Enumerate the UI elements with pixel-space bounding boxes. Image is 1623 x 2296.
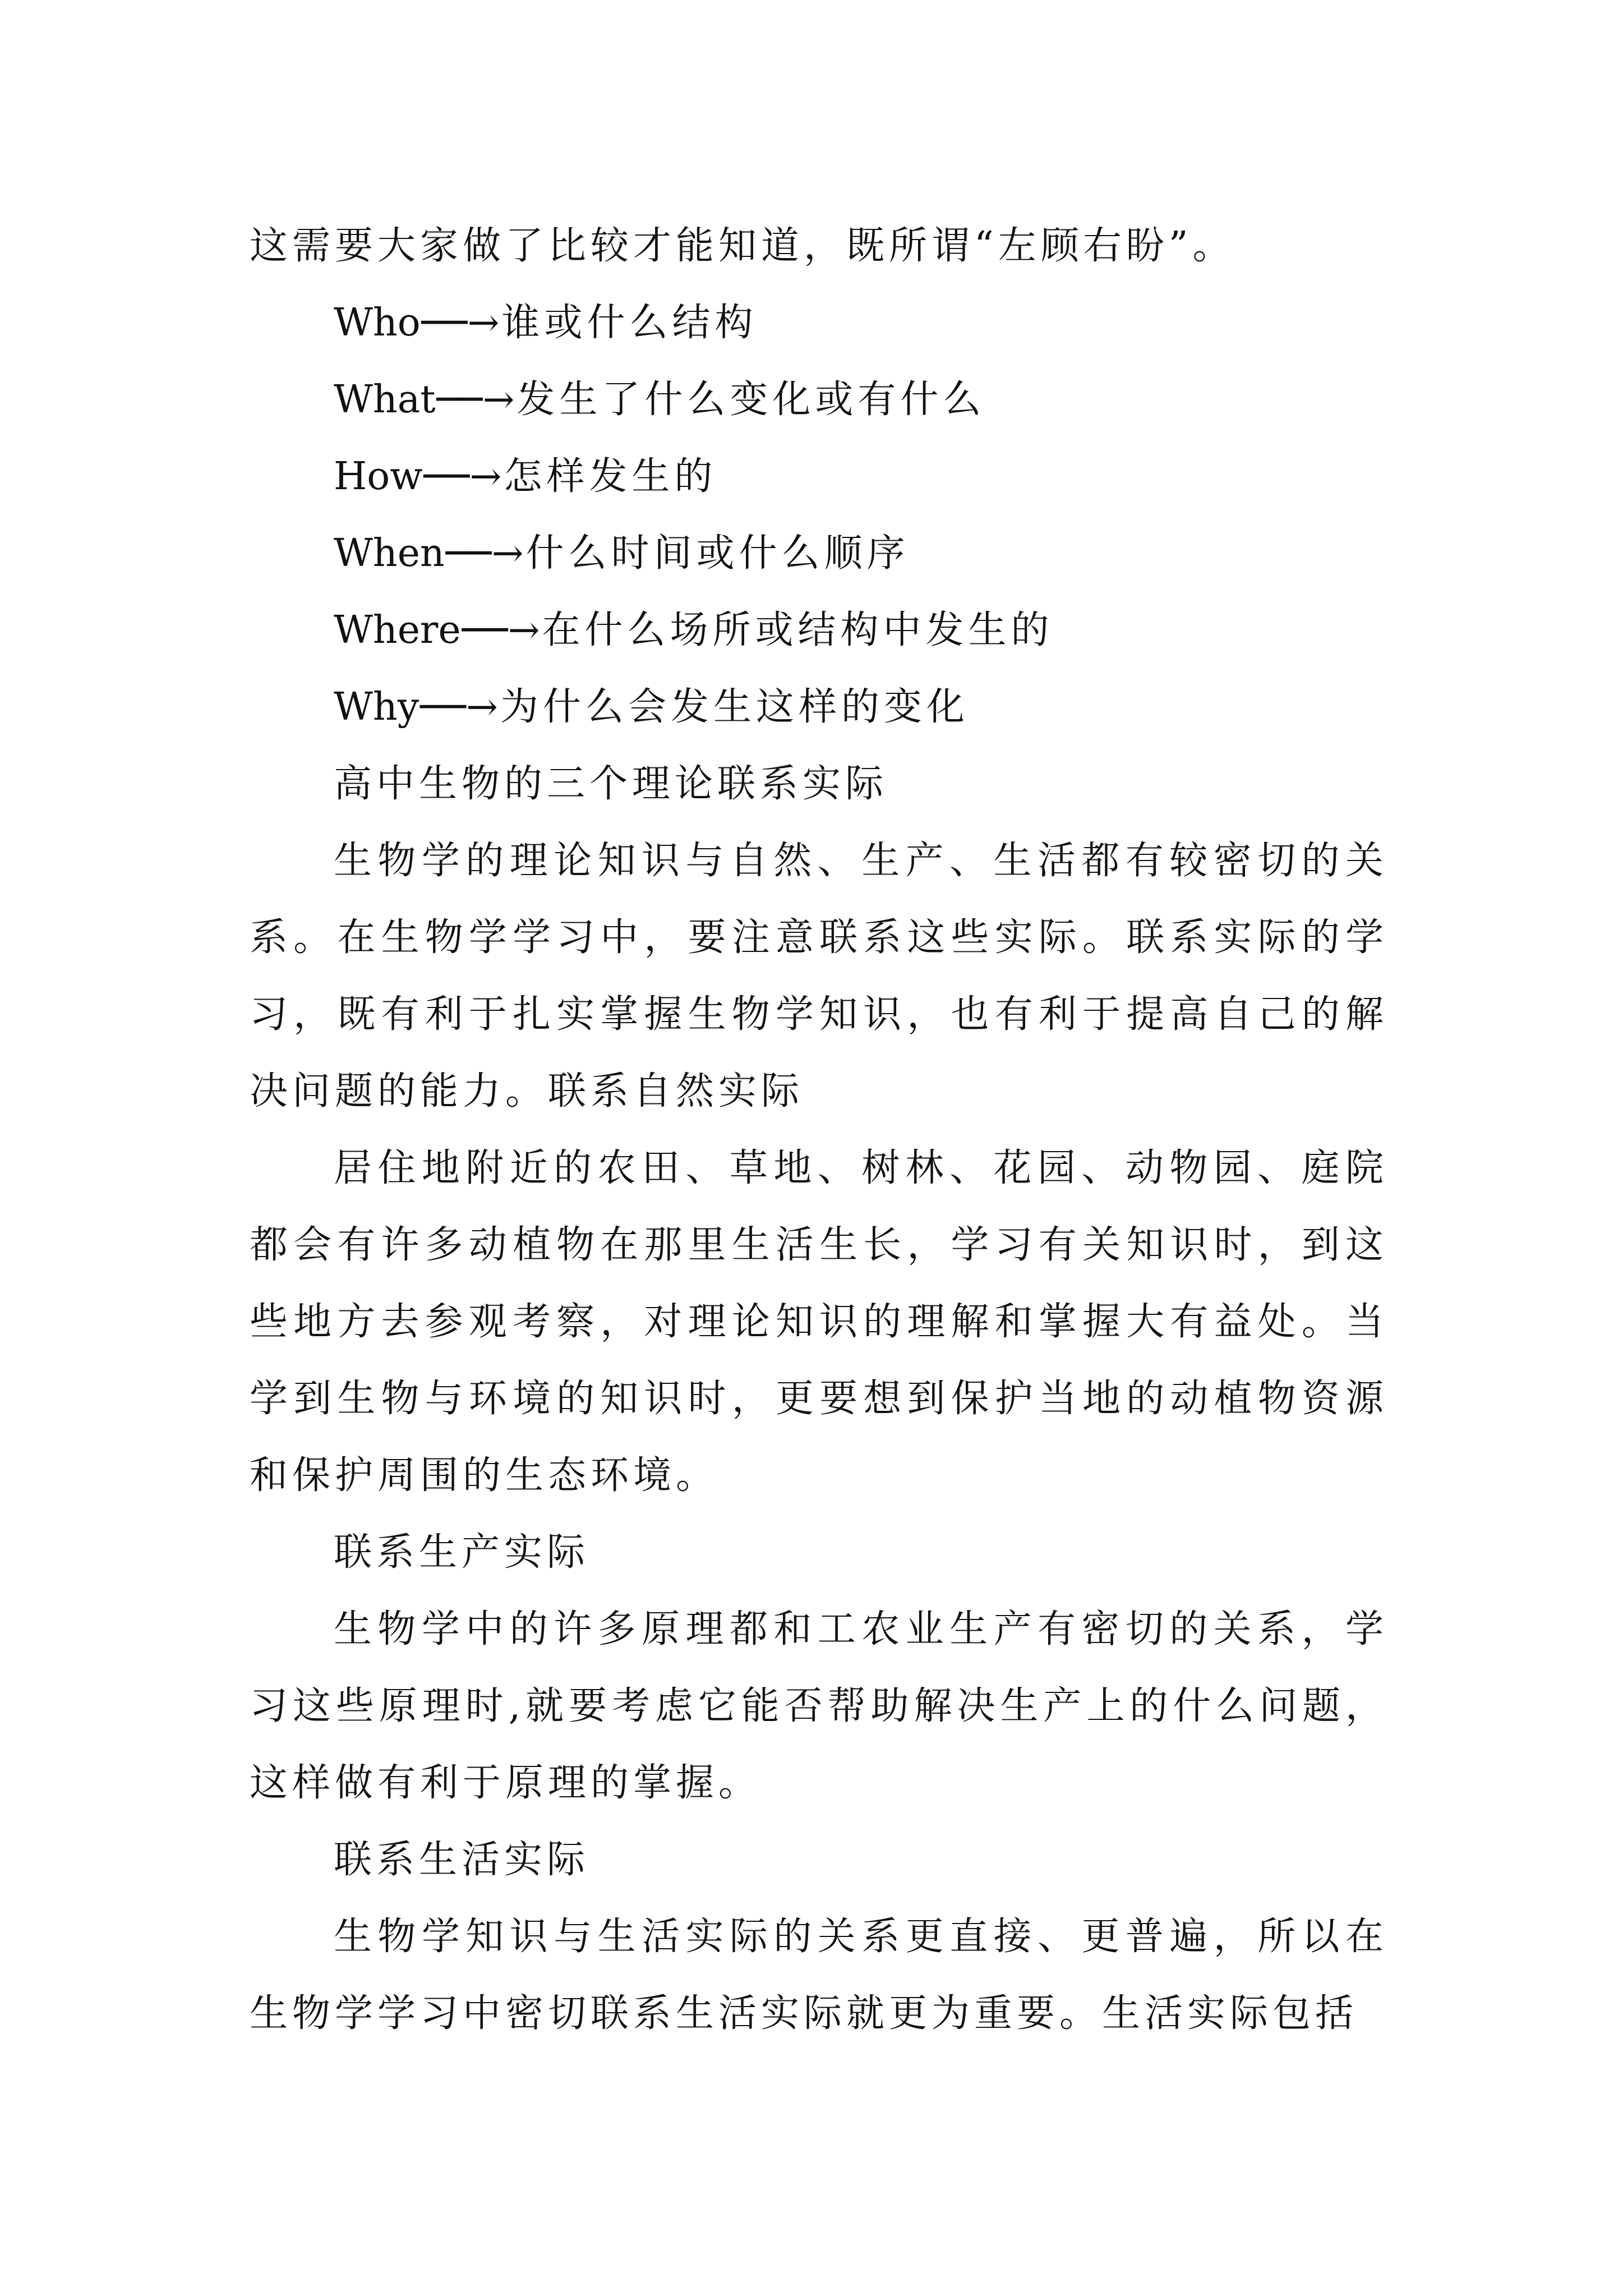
question-line-who [250,284,1388,361]
paragraph-life: 生物学知识与生活实际的关系更直接、更普遍，所以在生物学学习中密切联系生活实际就更为重要。生活实际包括 [250,1915,1388,2036]
question-word: When [334,531,445,576]
question-line-how [250,438,1388,515]
arrow-icon: ──→ [462,608,540,652]
question-meaning: 在什么场所或结构中发生的 [542,608,1054,652]
paragraph-nature: 居住地附近的农田、草地、树林、花园、动物园、庭院都会有许多动植物在那里生活生长，学习有关知识时，到这些地方去参观考察，对理论知识的理解和掌握大有益处。当学到生物与环境的知识时，更要想到保护当地的动植物资源和保护周围的生态环境。 [250,1146,1388,1498]
question-meaning: 什么时间或什么顺序 [525,531,910,576]
arrow-icon: ──→ [421,301,500,345]
heading-production: 联系生产实际 [334,1530,590,1575]
question-meaning: 怎样发生的 [504,454,717,499]
question-line-why [250,669,1388,746]
arrow-icon: ──→ [445,531,524,576]
question-meaning: 为什么会发生这样的变化 [500,685,969,729]
question-line-what [250,361,1388,438]
question-word: Why [334,685,419,729]
question-meaning: 发生了什么变化或有什么 [517,378,986,422]
question-word: What [334,378,436,422]
document-body [250,208,1388,2052]
arrow-icon: ──→ [420,685,498,729]
question-meaning: 谁或什么结构 [501,301,758,345]
question-line-where [250,592,1388,669]
intro-line: 这需要大家做了比较才能知道，既所谓“左顾右盼”。 [250,224,1235,268]
question-line-when [250,515,1388,592]
arrow-icon: ──→ [436,378,515,422]
paragraph-production: 生物学中的许多原理都和工农业生产有密切的关系，学习这些原理时,就要考虑它能否帮助解决生产上的什么问题，这样做有利于原理的掌握。 [250,1607,1388,1805]
arrow-icon: ──→ [423,454,502,499]
section-title: 高中生物的三个理论联系实际 [334,762,888,806]
question-word: How [334,454,423,499]
question-word: Where [334,608,461,652]
question-word: Who [334,301,421,345]
heading-life: 联系生活实际 [334,1838,590,1882]
paragraph-intro: 生物学的理论知识与自然、生产、生活都有较密切的关系。在生物学学习中，要注意联系这些实际。联系实际的学习，既有利于扎实掌握生物学知识，也有利于提高自己的解决问题的能力。联系自然实际 [250,839,1388,1114]
